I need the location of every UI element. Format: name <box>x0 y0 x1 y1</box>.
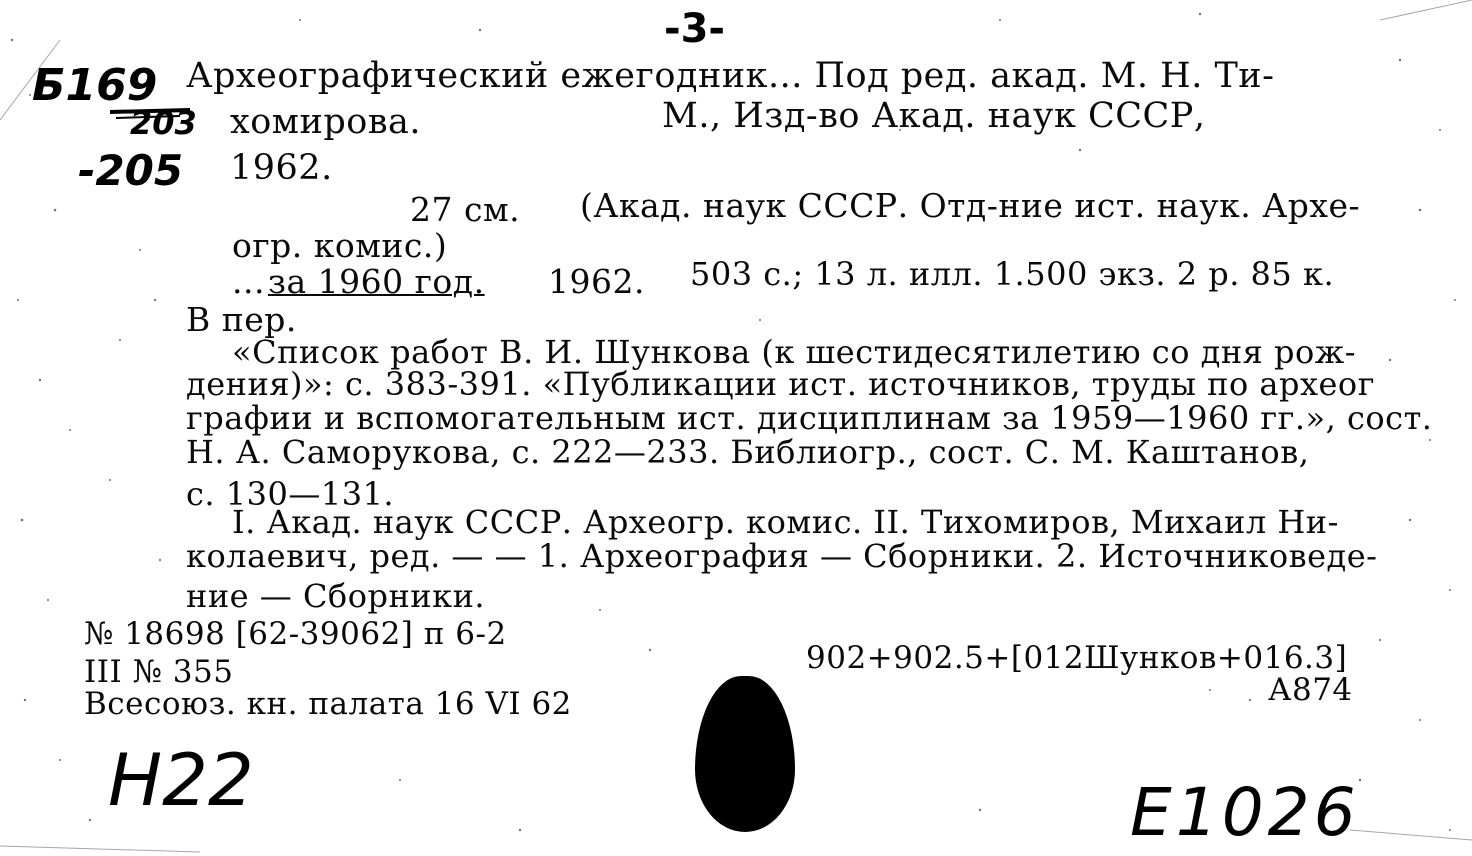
entry-line-7: В пер. <box>186 300 297 339</box>
entry-line-14: колаевич, ред. — — 1. Археография — Сборники. 2. Источниковеде- <box>186 537 1378 575</box>
entry-line-8: «Список работ В. И. Шункова (к шестидесятилетию со дня рож- <box>232 333 1357 371</box>
entry-line-6-volume: за 1960 год. <box>268 262 485 301</box>
shelfmark-line2: 203 <box>130 104 197 142</box>
classification-index: 902+902.5+[012Шунков+016.3] <box>806 640 1348 676</box>
entry-line-9: дения)»: с. 383-391. «Публикации ист. источников, труды по археог <box>186 365 1375 403</box>
handwritten-mark-right: Е1026 <box>1130 774 1360 851</box>
author-mark: А874 <box>1268 672 1353 708</box>
entry-line-15: ние — Сборники. <box>186 577 486 615</box>
shelfmark-line1: Б169 <box>32 60 158 111</box>
page-number: -3- <box>664 6 726 52</box>
entry-line-11: Н. А. Саморукова, с. 222—233. Библиогр., сост. С. М. Каштанов, <box>186 433 1310 471</box>
entry-line-13: I. Акад. наук СССР. Археогр. комис. II. Тихомиров, Михаил Ни- <box>232 503 1339 541</box>
footer-chamber: Всесоюз. кн. палата 16 VI 62 <box>84 686 572 722</box>
footer-series: III № 355 <box>84 654 234 690</box>
entry-line-6-year: 1962. <box>548 262 645 301</box>
entry-line-5: огр. комис.) <box>232 226 448 265</box>
entry-line-1: Археографический ежегодник... Под ред. акад. М. Н. Ти- <box>186 56 1275 96</box>
shelfmark-line3: -205 <box>78 146 184 195</box>
entry-line-2a: хомирова. <box>230 102 422 142</box>
entry-line-12: с. 130—131. <box>186 475 395 513</box>
handwritten-mark-left: Н22 <box>108 738 254 822</box>
entry-line-6-prefix: ... <box>232 262 265 301</box>
entry-line-2b: М., Изд-во Акад. наук СССР, <box>662 96 1206 136</box>
entry-line-10: графии и вспомогательным ист. дисциплинам за 1959—1960 гг.», сост. <box>186 399 1433 437</box>
entry-line-4a: 27 см. <box>410 190 521 229</box>
entry-line-4b: (Акад. наук СССР. Отд-ние ист. наук. Архе- <box>580 186 1361 225</box>
entry-line-3: 1962. <box>230 148 333 188</box>
shelfmark-underline <box>110 92 220 122</box>
footer-number: № 18698 [62-39062] п 6-2 <box>84 616 507 652</box>
entry-line-6-rest: 503 с.; 13 л. илл. 1.500 экз. 2 р. 85 к. <box>690 255 1335 293</box>
